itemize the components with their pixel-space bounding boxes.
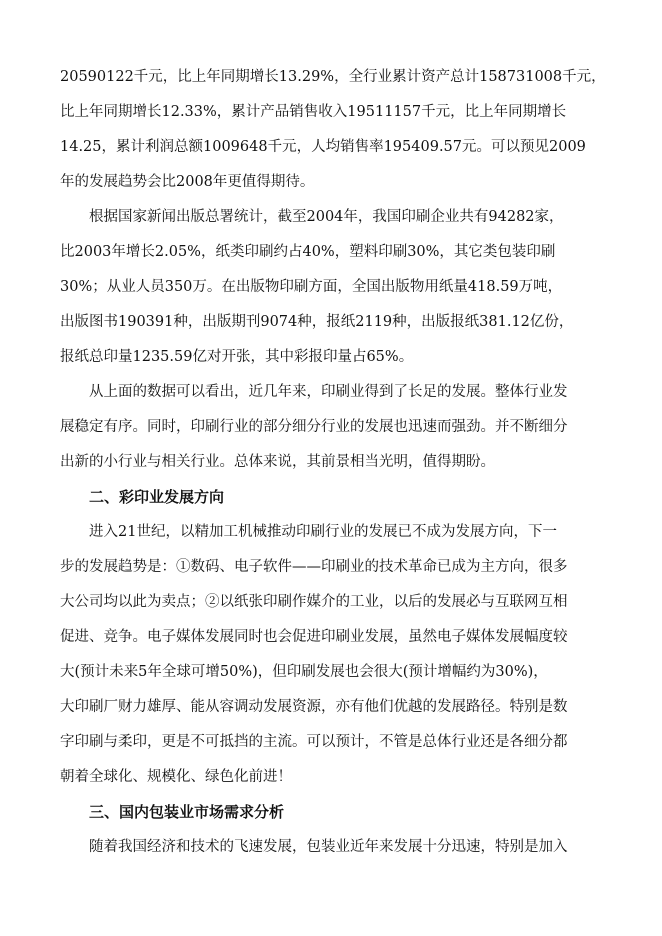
paragraph-line: 20590122千元，比上年同期增长13.29%，全行业累计资产总计158731008千元， — [60, 69, 606, 85]
paragraph-line: 比上年同期增长12.33%，累计产品销售收入19511157千元，比上年同期增长 — [60, 104, 567, 120]
paragraph-line: 年的发展趋势会比2008年更值得期待。 — [60, 174, 315, 190]
paragraph-line: 促进、竞争。电子媒体发展同时也会促进印刷业发展，虽然电子媒体发展幅度较 — [60, 629, 568, 645]
paragraph-line: 大印刷厂财力雄厚、能从容调动发展资源，亦有他们优越的发展路径。特别是数 — [60, 699, 568, 715]
paragraph-line: 报纸总印量1235.59亿对开张，其中彩报印量占65%。 — [60, 349, 414, 365]
section-heading: 三、国内包装业市场需求分析 — [89, 803, 285, 821]
paragraph-line: 14.25，累计利润总额1009648千元，人均销售率195409.57元。可以预见2009 — [60, 139, 586, 155]
paragraph-line: 大公司均以此为卖点；②以纸张印刷作媒介的工业，以后的发展必与互联网互相 — [60, 594, 568, 610]
paragraph-line: 展稳定有序。同时，印刷行业的部分细分行业的发展也迅速而强劲。并不断细分 — [60, 419, 568, 435]
section-heading: 二、彩印业发展方向 — [89, 488, 225, 506]
paragraph-line: 出新的小行业与相关行业。总体来说，其前景相当光明，值得期盼。 — [60, 454, 495, 470]
paragraph-line: 步的发展趋势是：①数码、电子软件——印刷业的技术革命已成为主方向，很多 — [60, 559, 568, 575]
paragraph-line: 大(预计未来5年全球可增50%)，但印刷发展也会很大(预计增幅约为30%)， — [60, 664, 548, 680]
paragraph-line: 30%；从业人员350万。在出版物印刷方面，全国出版物用纸量418.59万吨， — [60, 279, 563, 295]
paragraph-line: 朝着全球化、规模化、绿色化前进！ — [60, 769, 292, 785]
paragraph-line: 出版图书190391种，出版期刊9074种，报纸2119种，出版报纸381.12亿份， — [60, 314, 574, 330]
paragraph-line: 比2003年增长2.05%，纸类印刷约占40%，塑料印刷30%，其它类包装印刷 — [60, 244, 556, 260]
paragraph-line: 从上面的数据可以看出，近几年来，印刷业得到了长足的发展。整体行业发 — [89, 384, 568, 400]
paragraph-line: 字印刷与柔印，更是不可抵挡的主流。可以预计，不管是总体行业还是各细分都 — [60, 734, 568, 750]
paragraph-line: 随着我国经济和技术的飞速发展，包装业近年来发展十分迅速，特别是加入 — [89, 839, 568, 855]
paragraph-line: 进入21世纪，以精加工机械推动印刷行业的发展已不成为发展方向，下一 — [89, 524, 557, 540]
paragraph-line: 根据国家新闻出版总署统计，截至2004年，我国印刷企业共有94282家， — [89, 209, 564, 225]
